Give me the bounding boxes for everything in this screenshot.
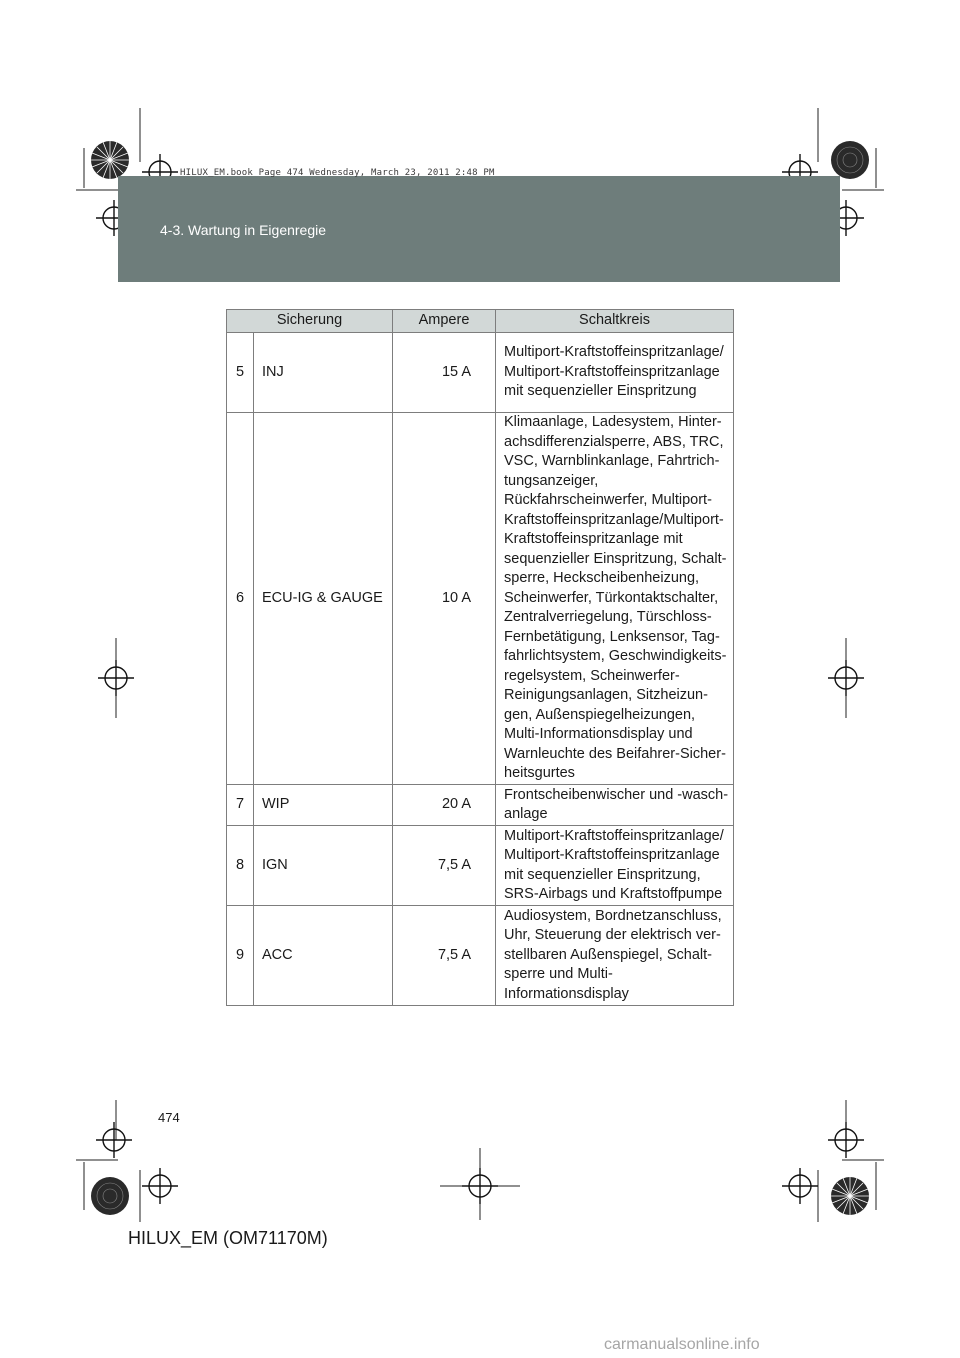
fuse-number: 6 <box>227 413 254 785</box>
fuse-name: ECU-IG & GAUGE <box>254 413 393 785</box>
fuse-circuit: Audiosystem, Bordnetzanschluss, Uhr, Steuerung der elektrisch verstellbaren Außenspiegel, Schaltsperre und Multi-Informationsdisplay <box>496 906 734 1006</box>
fuse-circuit: Multiport-Kraftstoffeinspritzanlage/ Multiport-Kraftstoffeinspritzanlage mit sequenzieller Einspritzung, SRS-Airbags und Kraftstoffpumpe <box>496 826 734 906</box>
fuse-ampere: 7,5 A <box>393 906 496 1006</box>
column-header-circuit: Schaltkreis <box>496 310 734 333</box>
fuse-number: 8 <box>227 826 254 906</box>
fuse-circuit: Frontscheibenwischer und -waschanlage <box>496 785 734 826</box>
fuse-number: 9 <box>227 906 254 1006</box>
column-header-ampere: Ampere <box>393 310 496 333</box>
fuse-name: WIP <box>254 785 393 826</box>
table-row <box>227 785 734 826</box>
section-title: 4-3. Wartung in Eigenregie <box>160 222 327 238</box>
book-stamp: HILUX_EM.book Page 474 Wednesday, March 23, 2011 2:48 PM <box>180 168 495 178</box>
fuse-number: 7 <box>227 785 254 826</box>
table-row <box>227 906 734 1006</box>
page-number: 474 <box>158 1110 180 1125</box>
fuse-ampere: 20 A <box>393 785 496 826</box>
table-row <box>227 413 734 785</box>
fuse-number: 5 <box>227 333 254 413</box>
fuse-name: INJ <box>254 333 393 413</box>
table-row <box>227 826 734 906</box>
fuse-name: ACC <box>254 906 393 1006</box>
fuse-table <box>226 309 734 1006</box>
table-header-row <box>227 310 734 333</box>
fuse-circuit: Multiport-Kraftstoffeinspritzanlage/ Multiport-Kraftstoffeinspritzanlage mit sequenzieller Einspritzung <box>496 333 734 413</box>
fuse-name: IGN <box>254 826 393 906</box>
table-row <box>227 333 734 413</box>
fuse-ampere: 10 A <box>393 413 496 785</box>
watermark: carmanualsonline.info <box>604 1336 760 1353</box>
column-header-fuse: Sicherung <box>227 310 393 333</box>
manual-code: HILUX_EM (OM71170M) <box>128 1228 328 1248</box>
fuse-ampere: 15 A <box>393 333 496 413</box>
fuse-circuit: Klimaanlage, Ladesystem, Hinterachsdifferenzialsperre, ABS, TRC, VSC, Warnblinkanlage, Fahrtrichtungsanzeiger, Rückfahrscheinwerfer, Multiport-Kraftstoffeinspritzanlage/Multiport-Kraftstoffeinspritzanlage mit sequenzieller Einspritzung, Schaltsperre, Heckscheibenheizung, Scheinwerfer, Türkontaktschalter, Zentralverriegelung, Türschloss-Fernbetätigung, Lenksensor, Tagfahrlichtsystem, Geschwindigkeitsregelsystem, Scheinwerfer-Reinigungsanlagen, Sitzheizungen, Außenspiegelheizungen, Multi-Informationsdisplay und Warnleuchte des Beifahrer-Sicherheitsgurtes <box>496 413 734 785</box>
fuse-ampere: 7,5 A <box>393 826 496 906</box>
